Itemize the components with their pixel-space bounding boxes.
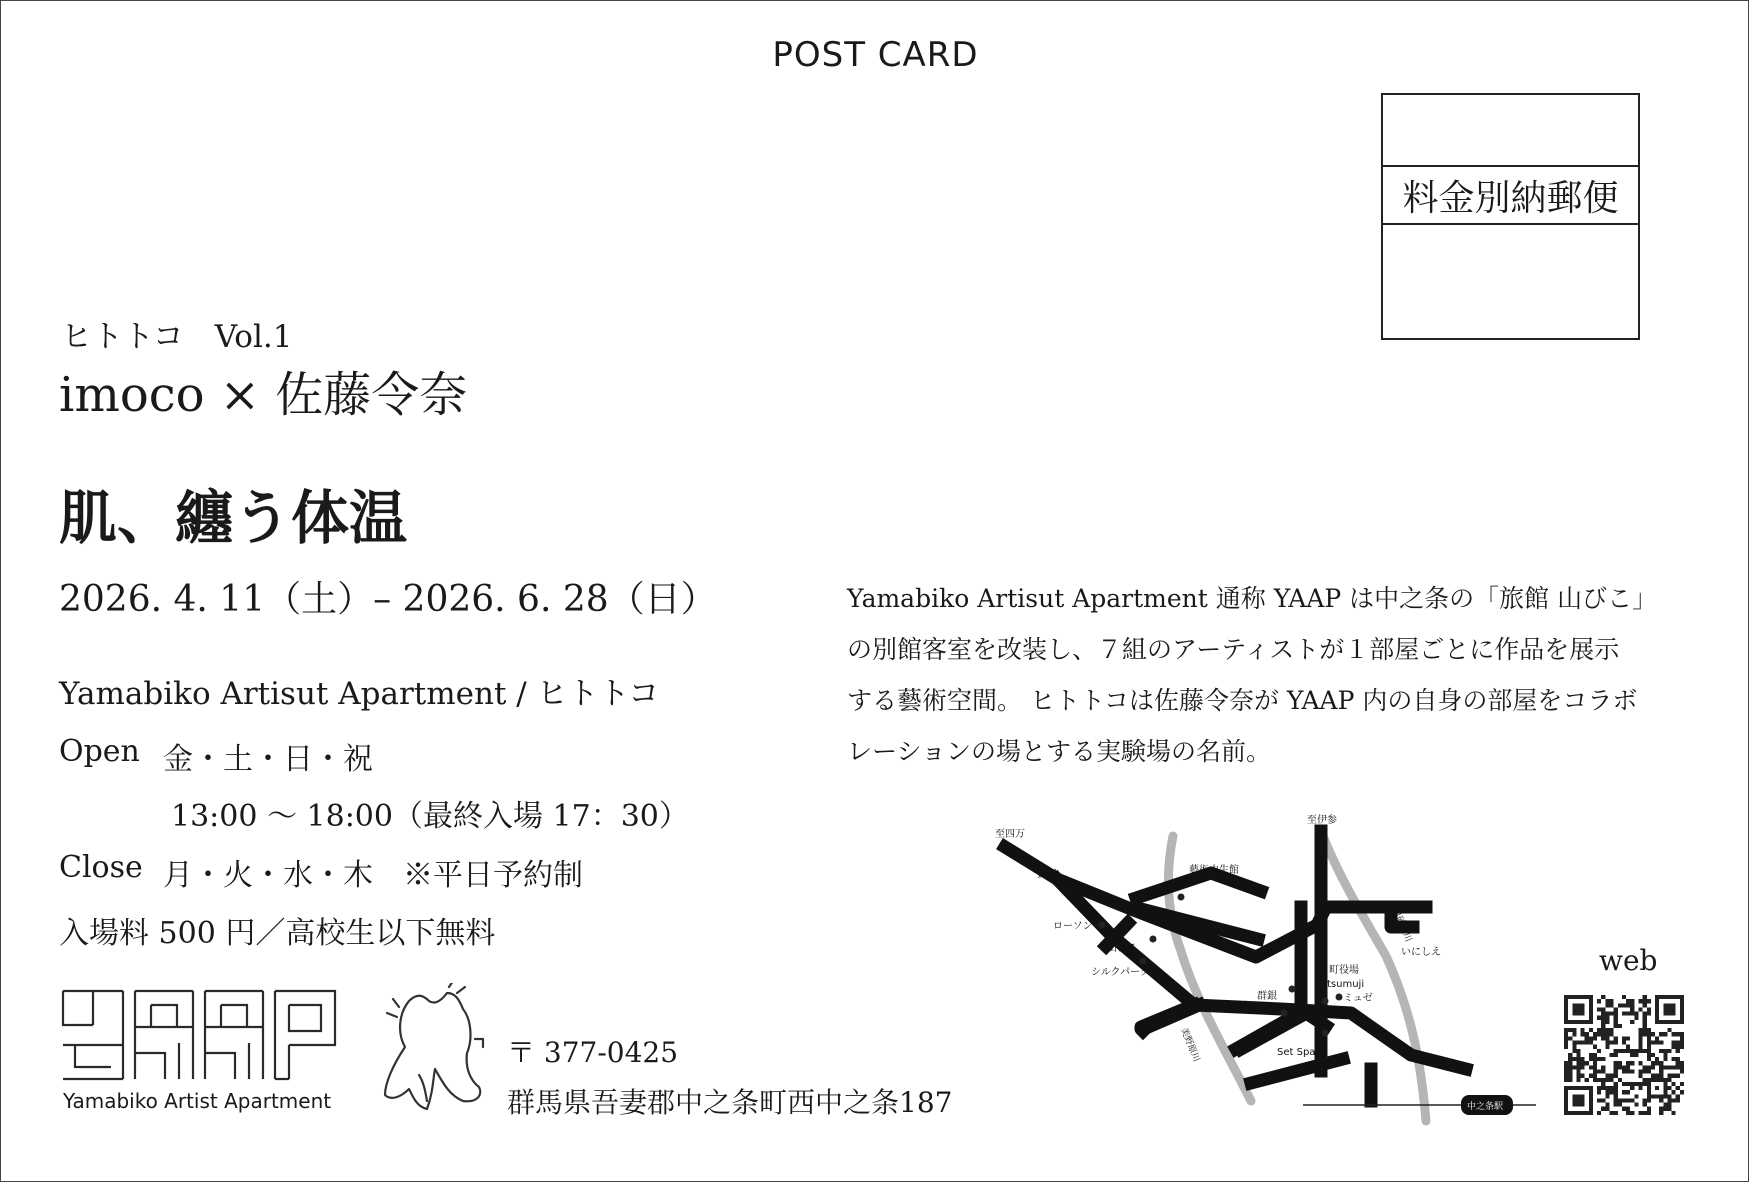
address: 群馬県吾妻郡中之条町西中之条187 — [507, 1086, 953, 1119]
access-map — [981, 801, 1541, 1131]
road-north — [1136, 873, 1261, 898]
open-label: Open — [59, 734, 140, 769]
map-label: GS — [1307, 921, 1322, 932]
station-label: 中之条駅 — [1467, 1102, 1504, 1112]
description-line: する藝術空間。 ヒトトコは佐藤令奈が YAAP 内の自身の部屋をコラボ — [847, 686, 1638, 715]
series-label: ヒトトコ Vol.1 — [61, 319, 293, 355]
map-label: tsumuji — [1327, 979, 1365, 990]
river-label: 白砂沢川 — [1390, 906, 1413, 944]
close-days: 月・火・水・木 ※平日予約制 — [163, 858, 583, 893]
description-line: レーションの場とする実験場の名前。 — [847, 737, 1272, 766]
admission-fee: 入場料 500 円／高校生以下無料 — [59, 916, 496, 951]
stamp-box — [1381, 93, 1640, 340]
stamp-label: 料金別納郵便 — [1383, 165, 1638, 225]
map-label: ローソン — [1053, 921, 1093, 932]
map-label: 折田 — [1037, 869, 1057, 880]
map-label: 至伊参 — [1307, 815, 1337, 826]
description — [847, 573, 1687, 777]
description-line: の別館客室を改装し、７組のアーティストが１部屋ごとに作品を展示 — [847, 635, 1620, 664]
map-label: 町役場 — [1329, 965, 1359, 976]
venue: Yamabiko Artisut Apartment / ヒトトコ — [59, 676, 660, 712]
logo-caption: Yamabiko Artist Apartment — [63, 1089, 332, 1113]
road-station — [1251, 1059, 1343, 1083]
map-label: 至四万 — [995, 829, 1025, 840]
close-label: Close — [59, 850, 143, 885]
artists: imoco × 佐藤令奈 — [59, 367, 468, 423]
open-hours: 13:00 ～ 18:00（最終入場 17：30） — [171, 799, 689, 834]
map-label: いにしえ — [1401, 947, 1441, 958]
qr-code[interactable] — [1564, 995, 1684, 1115]
map-label: 藝術中生館 — [1189, 865, 1239, 876]
map-label: Set Space — [1277, 1047, 1328, 1058]
postcard-title: POST CARD — [772, 35, 979, 75]
map-label: 群銀 — [1257, 991, 1277, 1002]
mascot-illustration — [379, 983, 489, 1115]
web-label: web — [1599, 944, 1658, 977]
map-label: 上ノ町 — [1217, 1001, 1247, 1012]
river-label: 美野原川 — [1178, 1026, 1201, 1064]
yaap-logo — [61, 987, 341, 1083]
postal-code: 〒 377-0425 — [507, 1036, 679, 1069]
open-days: 金・土・日・祝 — [163, 742, 373, 777]
description-line: Yamabiko Artisut Apartment 通称 YAAP は中之条の「旅館 山びこ」 — [847, 584, 1658, 613]
map-label: シルクパーク — [1091, 967, 1150, 978]
map-label: ミュゼ — [1343, 993, 1373, 1004]
road-south-c — [1241, 1016, 1301, 1049]
exhibition-dates: 2026. 4. 11（土）– 2026. 6. 28（日） — [59, 579, 717, 620]
exhibition-title: 肌、纏う体温 — [59, 484, 408, 552]
map-label: 山びこ — [1107, 943, 1137, 954]
